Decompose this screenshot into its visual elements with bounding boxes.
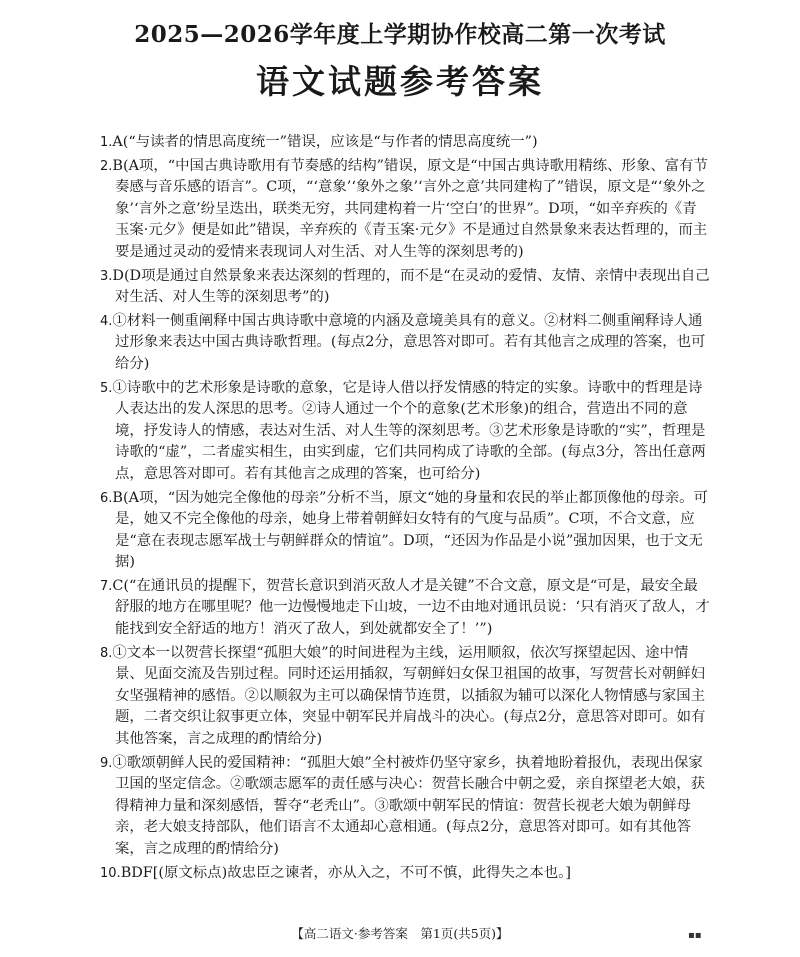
answer-text: B(A项，“因为她完全像他的母亲”分析不当，原文“她的身量和农民的举止都顶像他的母亲。可是，她又不完全像他的母亲，她身上带着朝鲜妇女特有的气度与品质”。C项，不合文意，应是“意在表现志愿军战士与朝鲜群众的情谊”。D项，“还因为作品是小说”强加因果，也于文无据) <box>112 489 708 571</box>
answer-item-10 <box>100 863 710 885</box>
page-footer: 【高二语文·参考答案 第1页(共5页)】 <box>291 926 509 941</box>
answer-item-2 <box>100 156 710 264</box>
answer-item-7 <box>100 576 710 641</box>
answer-text: C(“在通讯员的提醒下，贺营长意识到消灭敌人才是关键”不合文意，原文是“可是，最安全最舒服的地方在哪里呢？他一边慢慢地走下山坡，一边不由地对通讯员说：‘只有消灭了敌人，才能找到安全舒适的地方！消灭了敌人，到处就都安全了！’”) <box>112 577 710 638</box>
answer-text: A(“与读者的情思高度统一”错误，应该是“与作者的情思高度统一”) <box>112 134 538 150</box>
answer-number: 1. <box>100 135 113 150</box>
answer-text: ①文本一以贺营长探望“孤胆大娘”的时间进程为主线，运用顺叙，依次写探望起因、途中情景、见面交流及告别过程。同时还运用插叙，写朝鲜妇女保卫祖国的故事，写贺营长对朝鲜妇女坚强精神的感悟。②以顺叙为主可以确保情节连贯，以插叙为辅可以深化人物情感与家国主题，二者交织让叙事更立体，突显中朝军民并肩战斗的决心。(每点2分，意思答对即可。如有其他答案，言之成理的酌情给分) <box>112 644 706 748</box>
answer-text: D(D项是通过自然景象来表达深刻的哲理的，而不是“在灵动的爱情、友情、亲情中表现出自己对生活、对人生等的深刻思考”的) <box>112 267 710 306</box>
answer-number: 10. <box>100 865 121 881</box>
answer-number: 6. <box>100 490 113 506</box>
exam-title: 2025—2026学年度上学期协作校高二第一次考试 <box>134 21 666 48</box>
answer-list <box>100 132 710 886</box>
answer-text: ①歌颂朝鲜人民的爱国精神：“孤胆大娘”全村被炸仍坚守家乡，执着地盼着报仇，表现出保家卫国的坚定信念。②歌颂志愿军的责任感与决心：贺营长融合中朝之爱，亲自探望老大娘，获得精神力量和深刻感悟，誓夺“老秃山”。③歌颂中朝军民的情谊：贺营长视老大娘为朝鲜母亲，老大娘支持部队，他们语言不太通却心意相通。(每点2分，意思答对即可。如有其他答案，言之成理的酌情给分) <box>112 754 706 857</box>
answer-item-1 <box>100 132 710 154</box>
answer-text: ①诗歌中的艺术形象是诗歌的意象，它是诗人借以抒发情感的特定的实象。诗歌中的哲理是诗人表达出的发人深思的思考。②诗人通过一个个的意象(艺术形象)的组合，营造出不同的意境，抒发诗人的情感，表达对生活、对人生等的深刻思考。③艺术形象是诗歌的“实”，哲理是诗歌的“虚”，二者虚实相生，由实到虚，它们共同构成了诗歌的全部。(每点3分，答出任意两点，意思答对即可。若有其他言之成理的答案，也可给分) <box>112 379 706 482</box>
answer-item-9 <box>100 753 710 861</box>
answer-number: 5. <box>100 380 113 396</box>
answer-number: 9. <box>100 755 113 771</box>
answer-number: 4. <box>100 313 113 329</box>
answer-text: ①材料一侧重阐释中国古典诗歌中意境的内涵及意境美具有的意义。②材料二侧重阐释诗人通过形象来表达中国古典诗歌哲理。(每点2分，意思答对即可。若有其他言之成理的答案，也可给分) <box>112 312 706 372</box>
answer-item-4 <box>100 311 710 376</box>
answer-text: B(A项，“中国古典诗歌用有节奏感的结构”错误，原文是“中国古典诗歌用精练、形象、富有节奏感与音乐感的语言”。C项，“‘意象’‘象外之象’‘言外之意’共同建构了”错误，原文是“‘象外之象’‘言外之意’纷呈迭出，联类无穷，共同建构着一片‘空白’的世界”。D项，“如辛弃疾的《青玉案·元夕》便是如此”错误，辛弃疾的《青玉案·元夕》不是通过自然景象来表达哲理的，而主要是通过灵动的爱情来表现词人对生活、对人生等的深刻思考的) <box>112 157 708 260</box>
answer-number: 7. <box>100 578 113 594</box>
answer-number: 8. <box>100 645 113 661</box>
answer-item-3 <box>100 266 710 309</box>
corner-mark: ▪▪ <box>688 930 702 941</box>
answer-item-6 <box>100 488 710 574</box>
answer-item-8 <box>100 643 710 751</box>
document-title: 语文试题参考答案 <box>256 62 544 101</box>
answer-number: 3. <box>100 268 113 284</box>
answer-item-5 <box>100 378 710 486</box>
answer-number: 2. <box>100 158 113 174</box>
answer-text: BDF[(原文标点)故忠臣之谏者，亦从入之，不可不慎，此得失之本也。] <box>120 864 571 881</box>
